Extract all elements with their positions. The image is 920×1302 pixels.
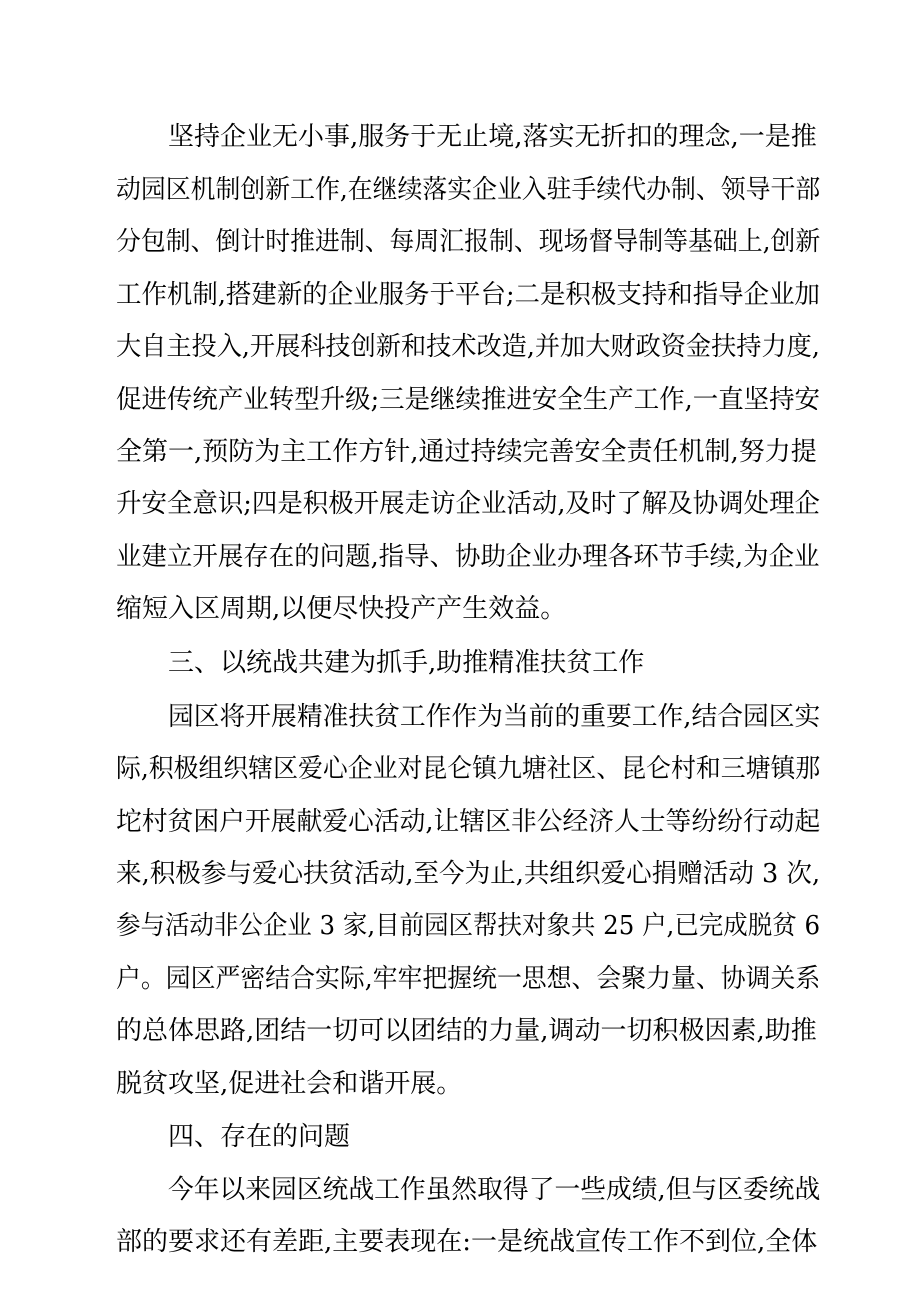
- paragraph-line: 的总体思路,团结一切可以团结的力量,调动一切积极因素,助推: [116, 1016, 817, 1046]
- paragraph-line: 参与活动非公企业 3 家,目前园区帮扶对象共 25 户,已完成脱贫 6: [116, 911, 821, 941]
- section-heading-3: 三、以统战共建为抓手,助推精准扶贫工作: [168, 648, 645, 678]
- paragraph-line: 来,积极参与爱心扶贫活动,至今为止,共组织爱心捐赠活动 3 次,: [116, 859, 821, 889]
- paragraph-line: 业建立开展存在的问题,指导、协助企业办理各环节手续,为企业: [116, 542, 820, 572]
- paragraph-line: 工作机制,搭建新的企业服务于平台;二是积极支持和指导企业加: [116, 280, 821, 310]
- paragraph-line: 园区将开展精准扶贫工作作为当前的重要工作,结合园区实: [168, 702, 821, 732]
- paragraph-line: 升安全意识;四是积极开展走访企业活动,及时了解及协调处理企: [116, 489, 821, 519]
- paragraph-line: 坨村贫困户开展献爱心活动,让辖区非公经济人士等纷纷行动起: [116, 807, 821, 837]
- paragraph-line: 户。园区严密结合实际,牢牢把握统一思想、会聚力量、协调关系: [116, 964, 821, 994]
- paragraph-line: 今年以来园区统战工作虽然取得了一些成绩,但与区委统战: [168, 1175, 821, 1205]
- paragraph-line: 部的要求还有差距,主要表现在:一是统战宣传工作不到位,全体: [116, 1227, 818, 1257]
- paragraph-line: 脱贫攻坚,促进社会和谐开展。: [116, 1069, 463, 1099]
- paragraph-line: 动园区机制创新工作,在继续落实企业入驻手续代办制、领导干部: [116, 175, 821, 205]
- paragraph-line: 大自主投入,开展科技创新和技术改造,并加大财政资金扶持力度,: [116, 332, 820, 362]
- paragraph-line: 坚持企业无小事,服务于无止境,落实无折扣的理念,一是推: [168, 122, 817, 152]
- paragraph-line: 分包制、倒计时推进制、每周汇报制、现场督导制等基础上,创新: [116, 227, 821, 257]
- paragraph-line: 全第一,预防为主工作方针,通过持续完善安全责任机制,努力提: [116, 437, 817, 467]
- paragraph-line: 促进传统产业转型升级;三是继续推进安全生产工作,一直坚持安: [116, 385, 821, 415]
- paragraph-line: 缩短入区周期,以便尽快投产产生效益。: [116, 594, 567, 624]
- paragraph-line: 际,积极组织辖区爱心企业对昆仑镇九塘社区、昆仑村和三塘镇那: [116, 754, 821, 784]
- section-heading-4: 四、存在的问题: [168, 1122, 351, 1152]
